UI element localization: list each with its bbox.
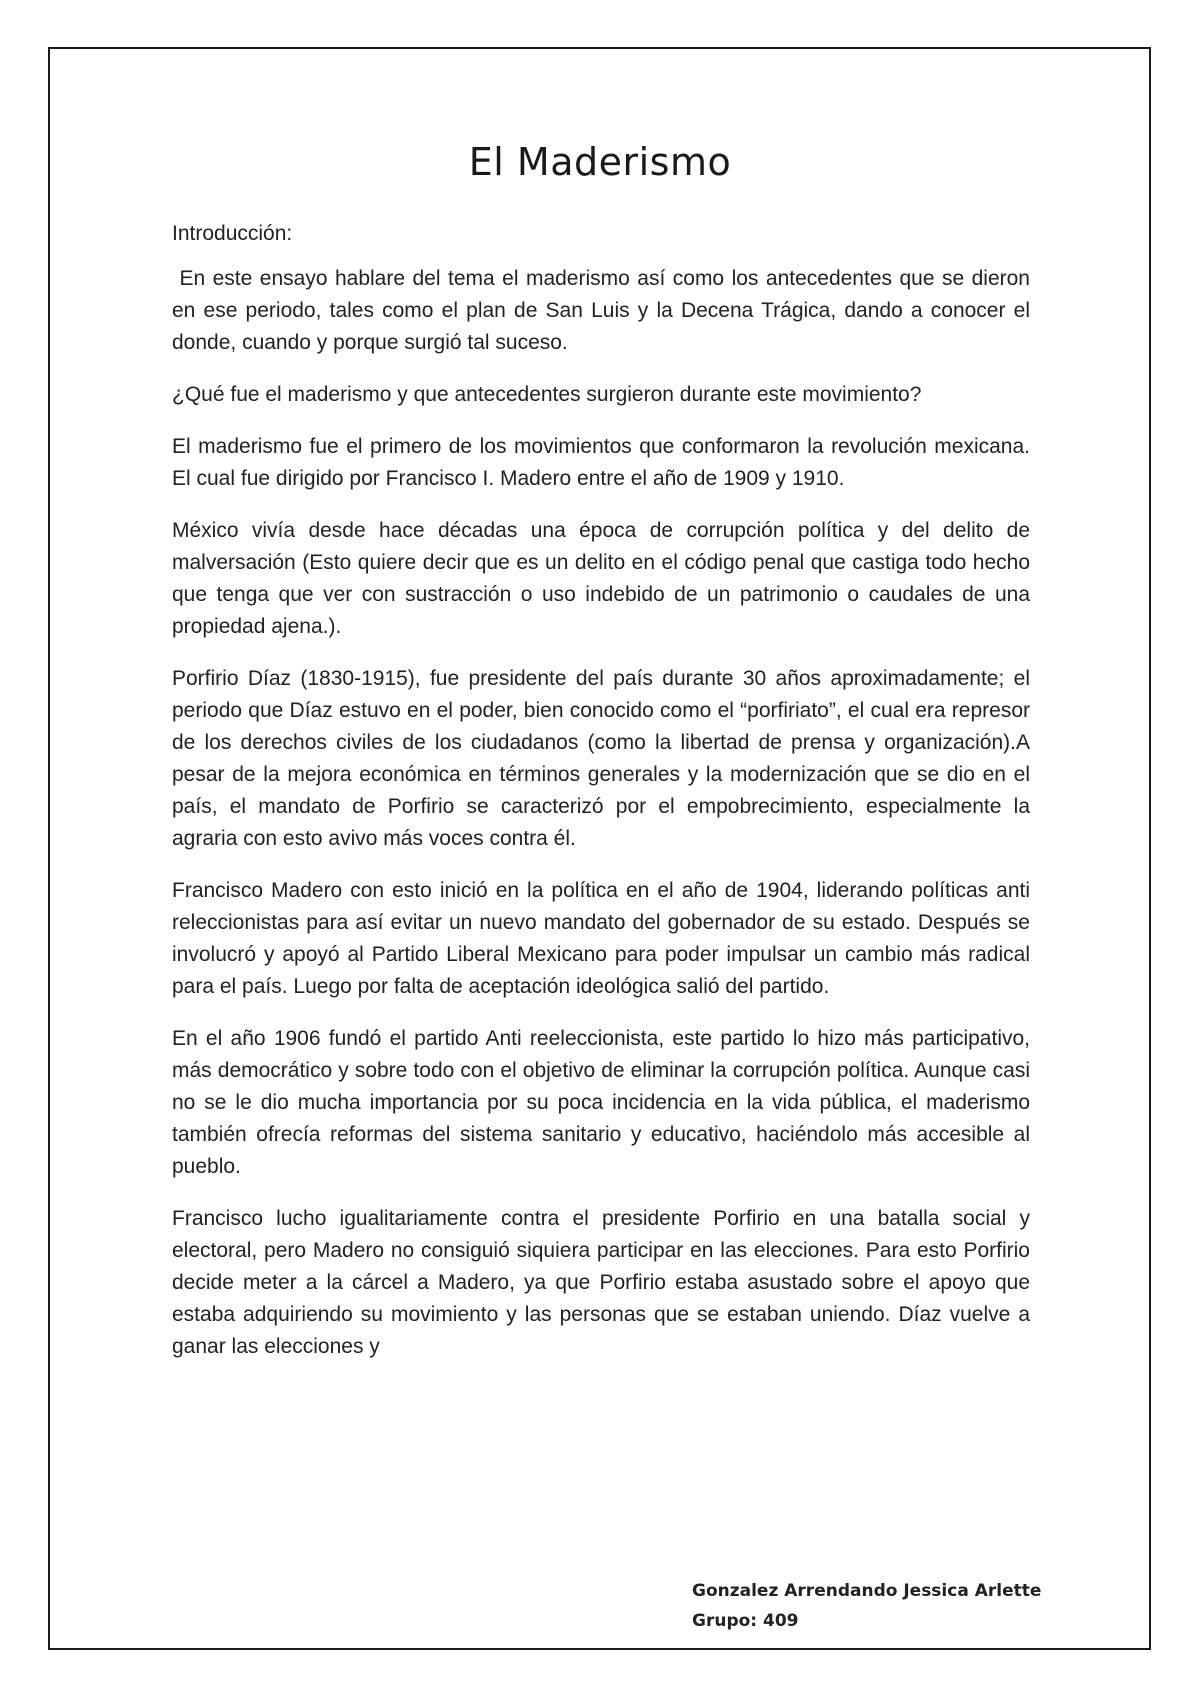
paragraph: En el año 1906 fundó el partido Anti reeleccionista, este partido lo hizo más participativo, más democrático y sobre todo con el objetivo de eliminar la corrupción política. Aunque casi no se le dio mucha importancia por su poca incidencia en la vida pública, el maderismo también ofrecía reformas del sistema sanitario y educativo, haciéndolo más accesible al pueblo. xyxy=(172,1027,1030,1178)
author-footer xyxy=(692,1576,1041,1636)
author-name: Gonzalez Arrendando Jessica Arlette xyxy=(692,1581,1042,1601)
paragraph: México vivía desde hace décadas una época de corrupción política y del delito de malversación (Esto quiere decir que es un delito en el código penal que castiga todo hecho que tenga que ver con sustracción o uso indebido de un patrimonio o caudales de una propiedad ajena.). xyxy=(172,519,1030,638)
intro-label: Introducción: xyxy=(172,222,293,245)
group-label: Grupo: 409 xyxy=(692,1611,799,1631)
paragraph: El maderismo fue el primero de los movimientos que conformaron la revolución mexicana. El cual fue dirigido por Francisco I. Madero entre el año de 1909 y 1910. xyxy=(172,435,1030,490)
document-body xyxy=(172,218,1036,1383)
paragraph: ¿Qué fue el maderismo y que antecedentes surgieron durante este movimiento? xyxy=(172,383,922,406)
paragraph: Francisco lucho igualitariamente contra el presidente Porfirio en una batalla social y electoral, pero Madero no consiguió siquiera participar en las elecciones. Para esto Porfirio decide meter a la cárcel a Madero, ya que Porfirio estaba asustado sobre el apoyo que estaba adquiriendo su movimiento y las personas que se estaban uniendo. Díaz vuelve a ganar las elecciones y xyxy=(172,1207,1030,1358)
paragraph: Francisco Madero con esto inició en la política en el año de 1904, liderando políticas anti releccionistas para así evitar un nuevo mandato del gobernador de su estado. Después se involucró y apoyó al Partido Liberal Mexicano para poder impulsar un cambio más radical para el país. Luego por falta de aceptación ideológica salió del partido. xyxy=(172,879,1030,998)
paragraph: En este ensayo hablare del tema el maderismo así como los antecedentes que se dieron en ese periodo, tales como el plan de San Luis y la Decena Trágica, dando a conocer el donde, cuando y porque surgió tal suceso. xyxy=(172,267,1036,354)
paragraph: Porfirio Díaz (1830-1915), fue presidente del país durante 30 años aproximadamente; el periodo que Díaz estuvo en el poder, bien conocido como el “porfiriato”, el cual era represor de los derechos civiles de los ciudadanos (como la libertad de prensa y organización).A pesar de la mejora económica en términos generales y la modernización que se dio en el país, el mandato de Porfirio se caracterizó por el empobrecimiento, especialmente la agraria con esto avivo más voces contra él. xyxy=(172,667,1030,850)
document-title: El Maderismo xyxy=(468,140,732,184)
